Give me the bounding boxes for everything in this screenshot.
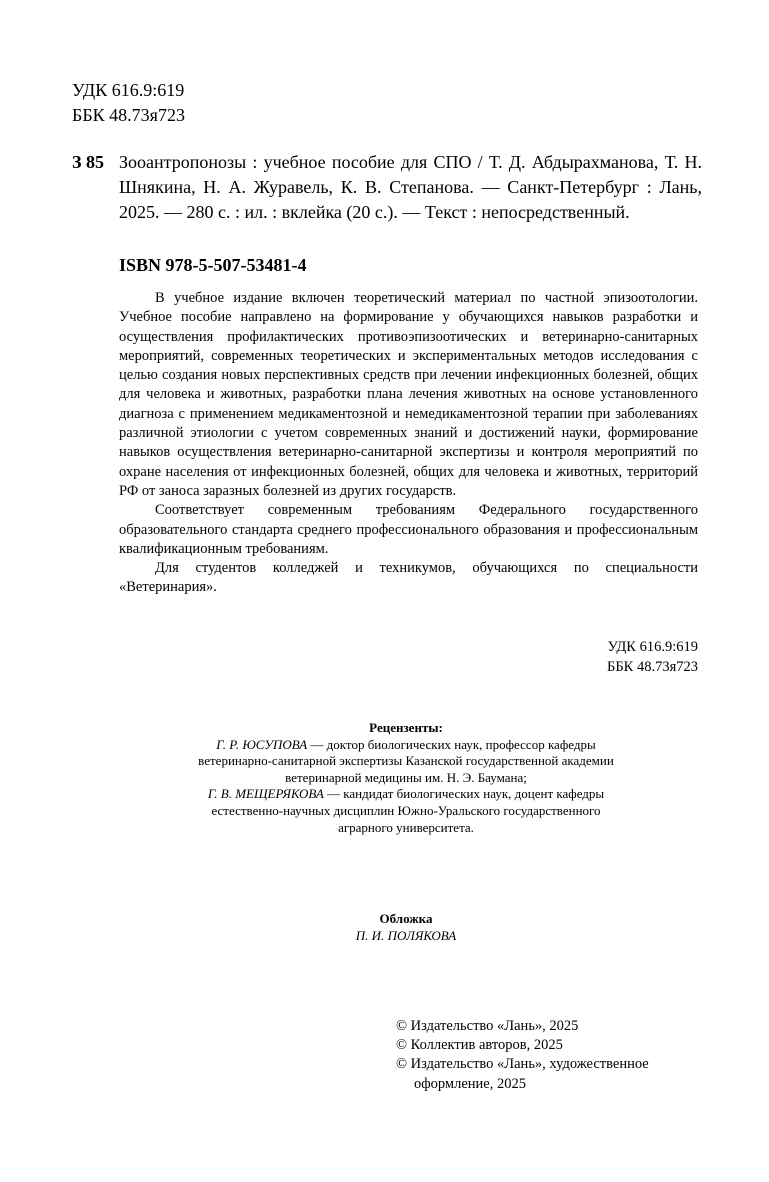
reviewers-block	[100, 720, 712, 836]
author-sign: З 85	[72, 152, 105, 172]
reviewer-2-title: — кандидат биологических наук, доцент кафедры	[323, 786, 605, 802]
reviewer-2-name: Г. В. МЕЩЕРЯКОВА	[207, 786, 324, 802]
annotation-paragraph-3: Для студентов колледжей и техникумов, обучающихся по специальности «Ветеринария».	[119, 560, 698, 596]
catalog-record	[72, 150, 702, 225]
copyright-line-1: © Издательство «Лань», 2025	[396, 1018, 579, 1034]
reviewer-2-affiliation: естественно-научных дисциплин Южно-Уральского государственного	[211, 802, 601, 818]
classification-header	[72, 78, 185, 128]
reviewer-2	[100, 786, 712, 803]
annotation-paragraph-1: В учебное издание включен теоретический материал по частной эпизоотологии. Учебное пособие направлено на формирование у обучающихся навыков разработки и осуществления профилактических противоэпизоотических и ветеринарно-санитарных мероприятий, современных теоретических и экспериментальных методов исследования с целью создания новых перспективных средств при лечении инфекционных болезней, общих для человека и животных, разработки плана лечения животных на основе установленного диагноза с применением медикаментозной и немедикаментозной терапии при заболеваниях различной этиологии с учетом современных знаний и достижений науки, формирование навыков осуществления ветеринарно-санитарной экспертизы и контроля мероприятий по охране населения от инфекционных болезней, общих для человека и животных, территорий РФ от заноса заразных болезней из других государств.	[119, 290, 698, 499]
cover-designer: П. И. ПОЛЯКОВА	[355, 927, 457, 943]
reviewer-1	[100, 737, 712, 754]
udk-code-bottom: УДК 616.9:619	[607, 639, 698, 655]
reviewer-1-affiliation: ветеринарно-санитарной экспертизы Казанской государственной академии	[198, 753, 614, 769]
copyright-line-3: © Издательство «Лань», художественное	[396, 1056, 649, 1073]
copyright-block	[396, 1017, 696, 1094]
copyright-line-2: © Коллектив авторов, 2025	[396, 1037, 563, 1054]
bbk-code-bottom: ББК 48.73я723	[607, 658, 698, 675]
annotation	[119, 289, 698, 598]
bbk-code: ББК 48.73я723	[72, 105, 185, 125]
reviewer-1-name: Г. Р. ЮСУПОВА	[216, 736, 308, 752]
reviewer-1-affiliation-cont: ветеринарной медицины им. Н. Э. Баумана;	[285, 769, 527, 785]
classification-footer	[119, 638, 698, 677]
reviewer-2-affiliation-cont: аграрного университета.	[338, 819, 474, 835]
copyright-line-3-cont: оформление, 2025	[414, 1075, 526, 1092]
cover-heading: Обложка	[379, 911, 433, 926]
cover-credit	[100, 911, 712, 944]
annotation-paragraph-2: Соответствует современным требованиям Федерального государственного образовательного стандарта среднего профессионального образования и профессиональным квалификационным требованиям.	[119, 502, 698, 557]
udk-code: УДК 616.9:619	[72, 80, 185, 100]
bibliographic-entry: Зооантропонозы : учебное пособие для СПО / Т. Д. Абдырахманова, Т. Н. Шнякина, Н. А. Журавель, К. В. Степанова. — Санкт-Петербург : Лань, 2025. — 280 с. : ил. : вклейка (20 с.). — Текст : непосредственный.	[119, 152, 702, 222]
reviewer-1-title: — доктор биологических наук, профессор кафедры	[307, 736, 596, 752]
reviewers-heading: Рецензенты:	[369, 720, 443, 735]
isbn: ISBN 978-5-507-53481-4	[119, 255, 307, 275]
